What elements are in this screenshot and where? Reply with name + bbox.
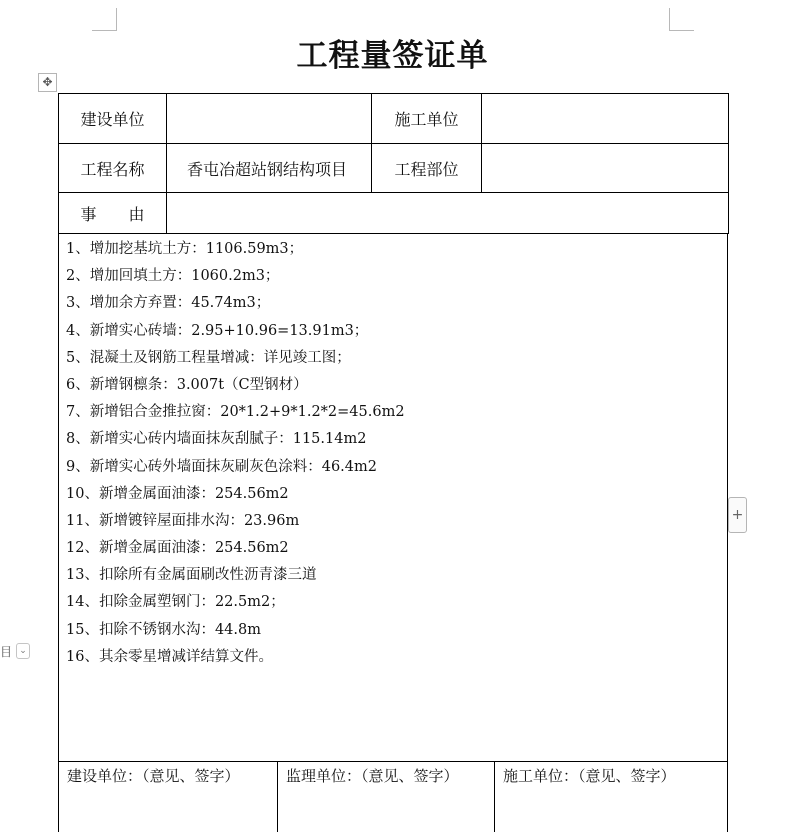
- contractor-signature-cell[interactable]: [495, 762, 727, 832]
- add-column-button[interactable]: [728, 497, 747, 533]
- list-item: 2、增加回填土方：1060.2m3；: [66, 268, 280, 285]
- project-value[interactable]: 香屯冶超站钢结构项目: [167, 144, 372, 193]
- signature-section: [58, 761, 728, 832]
- supervisor-signature-cell[interactable]: [278, 762, 495, 832]
- client-signature-cell[interactable]: [59, 762, 278, 832]
- client-value[interactable]: [167, 94, 372, 144]
- list-item: 1、增加挖基坑土方：1106.59m3；: [66, 241, 304, 257]
- list-item: 6、新增钢檩条：3.007t（C型钢材）: [66, 376, 308, 393]
- list-item: 8、新增实心砖内墙面抹灰刮腻子：115.14m2: [66, 431, 367, 448]
- list-item: 7、新增铝合金推拉窗：20*1.2+9*1.2*2=45.6m2: [66, 404, 405, 421]
- contractor-label: 施工单位: [372, 94, 482, 144]
- part-label: 工程部位: [372, 144, 482, 193]
- reason-value[interactable]: [167, 193, 729, 234]
- table-move-handle[interactable]: [38, 73, 57, 92]
- crop-mark-top-left: [92, 8, 117, 31]
- chevron-down-icon[interactable]: ⌄: [16, 643, 30, 659]
- list-item: 16、其余零星增减详结算文件。: [66, 648, 273, 665]
- plus-icon: +: [731, 507, 744, 523]
- list-item: 4、新增实心砖墙：2.95+10.96=13.91m3；: [66, 322, 369, 339]
- supervisor-signature-label: 监理单位：（意见、签字）: [286, 767, 459, 785]
- side-outline-label: 目: [0, 644, 13, 659]
- list-item: 13、扣除所有金属面刷改性沥青漆三道: [66, 567, 317, 584]
- items-section: [58, 233, 728, 761]
- list-item: 14、扣除金属塑钢门：22.5m2；: [66, 594, 285, 611]
- project-label: 工程名称: [59, 144, 167, 193]
- item-list: [66, 236, 405, 671]
- side-outline-control[interactable]: [0, 641, 30, 661]
- crop-mark-top-right: [669, 8, 694, 31]
- list-item: 9、新增实心砖外墙面抹灰刷灰色涂料：46.4m2: [66, 458, 377, 475]
- document-title: 工程量签证单: [296, 38, 489, 74]
- client-label: 建设单位: [59, 94, 167, 144]
- contractor-signature-label: 施工单位：（意见、签字）: [503, 767, 676, 785]
- list-item: 5、混凝土及钢筋工程量增减：详见竣工图；: [66, 349, 351, 366]
- list-item: 3、增加余方弃置：45.74m3；: [66, 295, 271, 312]
- contractor-value[interactable]: [482, 94, 729, 144]
- list-item: 12、新增金属面油漆：254.56m2: [66, 540, 289, 557]
- list-item: 11、新增镀锌屋面排水沟：23.96m: [66, 512, 300, 529]
- move-icon: ✥: [42, 75, 53, 89]
- part-value[interactable]: [482, 144, 729, 193]
- list-item: 10、新增金属面油漆：254.56m2: [66, 485, 289, 502]
- header-table: [58, 93, 729, 234]
- client-signature-label: 建设单位：（意见、签字）: [67, 767, 240, 785]
- reason-label: 事 由: [59, 193, 167, 234]
- list-item: 15、扣除不锈钢水沟：44.8m: [66, 621, 261, 638]
